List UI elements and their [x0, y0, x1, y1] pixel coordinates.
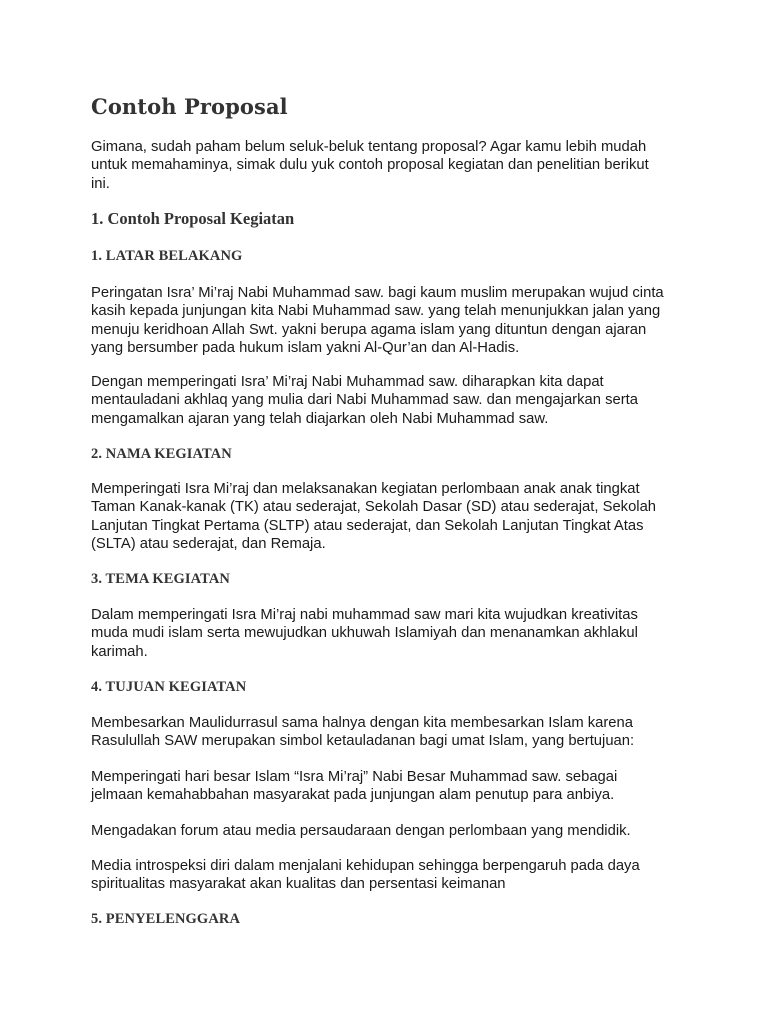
text-line: mengamalkan ajaran yang telah diajarkan oleh Nabi Muhammad saw. [91, 410, 549, 427]
text-line: Lanjutan Tingkat Pertama (SLTP) atau sederajat, dan Sekolah Lanjutan Tingkat Atas [91, 517, 644, 534]
text-line: Media introspeksi diri dalam menjalani kehidupan sehingga berpengaruh pada daya [91, 858, 640, 874]
paragraph [91, 606, 691, 661]
section-heading-nama-kegiatan: 2. NAMA KEGIATAN [91, 446, 232, 462]
paragraph [91, 822, 691, 840]
text-line: muda mudi islam serta mewujudkan ukhuwah Islamiyah dan menanamkan akhlakul [91, 625, 638, 642]
text-line: kasih kepada junjungan kita Nabi Muhammad saw. yang telah menunjukkan jalan yang [91, 303, 661, 320]
paragraph [91, 857, 691, 894]
text-line: jelmaan kemahabbahan masyarakat pada junjungan alam penutup para anbiya. [91, 787, 615, 804]
section-heading-latar-belakang: 1. LATAR BELAKANG [91, 248, 243, 264]
document-title: Contoh Proposal [91, 94, 288, 119]
text-line: Peringatan Isra’ Mi’raj Nabi Muhammad saw. bagi kaum muslim merupakan wujud cinta [91, 285, 664, 301]
text-line: Membesarkan Maulidurrasul sama halnya dengan kita membesarkan Islam karena [91, 715, 633, 731]
paragraph [91, 373, 691, 428]
text-line: yang bersumber pada hukum islam yakni Al-Qur’an dan Al-Hadis. [91, 340, 520, 357]
text-line: Taman Kanak-kanak (TK) atau sederajat, Sekolah Dasar (SD) atau sederajat, Sekolah [91, 499, 657, 516]
text-line: karimah. [91, 643, 148, 660]
section-heading-tujuan-kegiatan: 4. TUJUAN KEGIATAN [91, 679, 247, 695]
text-line: Gimana, sudah paham belum seluk-beluk tentang proposal? Agar kamu lebih mudah [91, 139, 647, 155]
text-line: Mengadakan forum atau media persaudaraan dengan perlombaan yang mendidik. [91, 823, 631, 839]
paragraph [91, 480, 691, 554]
text-line: Memperingati Isra Mi’raj dan melaksanakan kegiatan perlombaan anak anak tingkat [91, 481, 640, 497]
text-line: spiritualitas masyarakat akan kualitas dan persentasi keimanan [91, 876, 506, 893]
section-subtitle: 1. Contoh Proposal Kegiatan [91, 209, 295, 228]
text-line: Memperingati hari besar Islam “Isra Mi’raj” Nabi Besar Muhammad saw. sebagai [91, 769, 618, 785]
text-line: Dalam memperingati Isra Mi’raj nabi muhammad saw mari kita wujudkan kreativitas [91, 607, 638, 623]
text-line: ini. [91, 175, 110, 192]
intro-paragraph [91, 138, 691, 193]
text-line: mentauladani akhlaq yang mulia dari Nabi Muhammad saw. dan mengajarkan serta [91, 392, 638, 409]
text-line: (SLTA) atau sederajat, dan Remaja. [91, 536, 326, 553]
text-line: Rasulullah SAW merupakan simbol ketauladanan bagi umat Islam, yang bertujuan: [91, 733, 635, 750]
paragraph [91, 284, 691, 358]
section-heading-penyelenggara: 5. PENYELENGGARA [91, 911, 241, 927]
text-line: menuju keridhoan Allah Swt. yakni berupa agama islam yang dituntun dengan ajaran [91, 321, 647, 338]
paragraph [91, 768, 691, 805]
text-line: Dengan memperingati Isra’ Mi’raj Nabi Muhammad saw. diharapkan kita dapat [91, 374, 604, 390]
text-line: untuk memahaminya, simak dulu yuk contoh proposal kegiatan dan penelitian berikut [91, 157, 649, 174]
paragraph [91, 714, 691, 751]
section-heading-tema-kegiatan: 3. TEMA KEGIATAN [91, 571, 230, 587]
